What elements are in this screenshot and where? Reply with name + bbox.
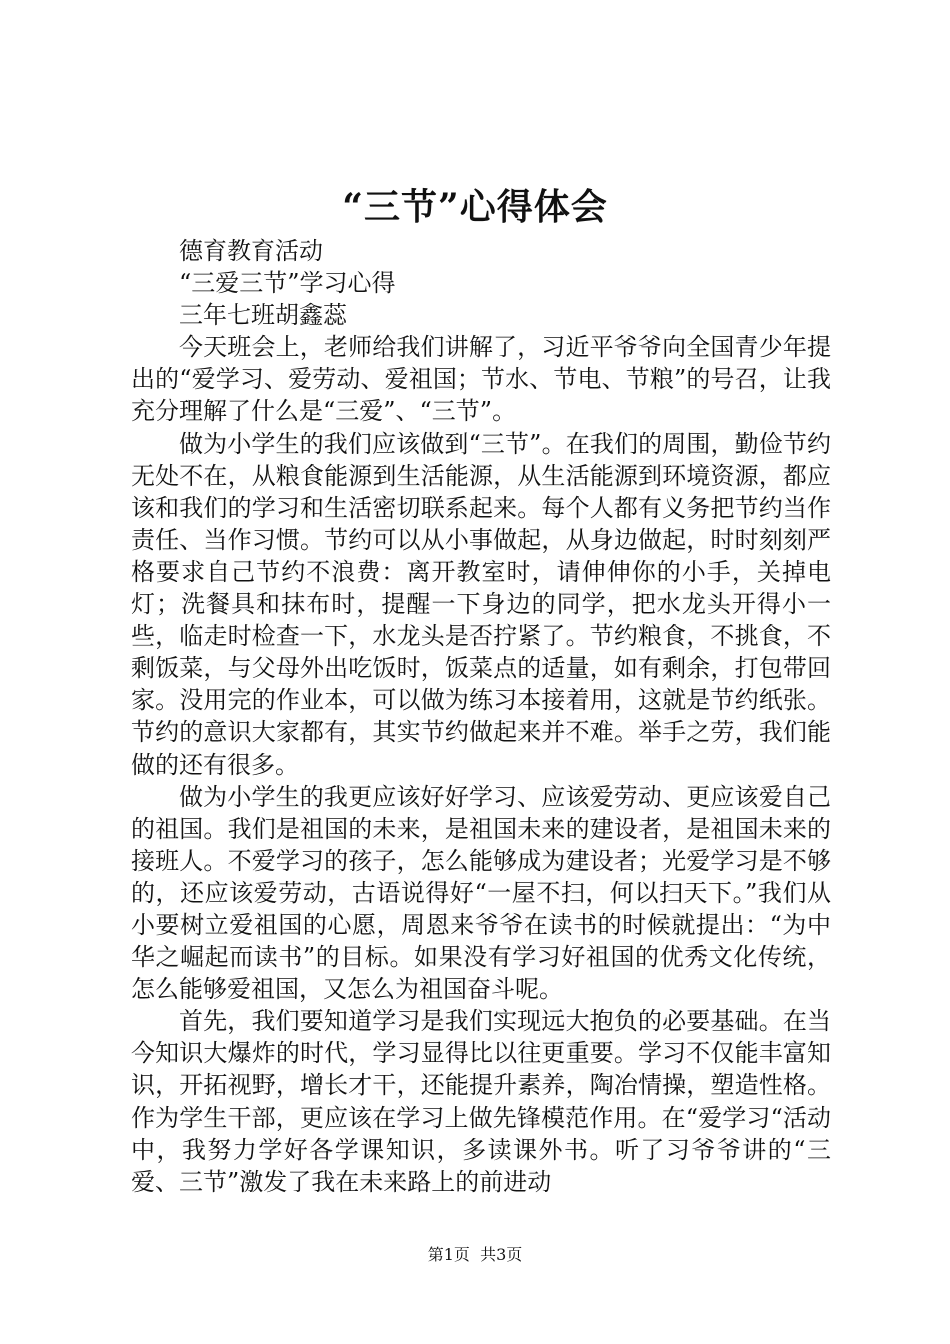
- paragraph-author: 三年七班胡鑫蕊: [179, 301, 347, 330]
- paragraph-subtitle: “三爱三节”学习心得: [179, 269, 396, 298]
- paragraph-patriotism: 做为小学生的我更应该好好学习、应该爱劳动、更应该爱自己的祖国。我们是祖国的未来，是祖国未来的建设者，是祖国未来的接班人。不爱学习的孩子，怎么能够成为建设者；光爱学习是不够的，还应该爱劳动，古语说得好“一屋不扫，何以扫天下。”我们从小要树立爱祖国的心愿，周恩来爷爷在读书的时候就提出：“为中华之崛起而读书”的目标。如果没有学习好祖国的优秀文化传统，怎么能够爱祖国，又怎么为祖国奋斗呢。: [131, 782, 831, 1004]
- page-total: 共3页: [480, 1245, 523, 1264]
- page-footer: [0, 1244, 950, 1266]
- paragraph-study: 首先，我们要知道学习是我们实现远大抱负的必要基础。在当今知识大爆炸的时代，学习显得比以往更重要。学习不仅能丰富知识，开拓视野，增长才干，还能提升素养，陶冶情操，塑造性格。作为学生干部，更应该在学习上做先锋模范作用。在“爱学习“活动中，我努力学好各学课知识，多读课外书。听了习爷爷讲的“三爱、三节”激发了我在未来路上的前进动: [131, 1007, 831, 1196]
- document-title: “三节”心得体会: [342, 186, 608, 228]
- paragraph-thrift: 做为小学生的我们应该做到“三节”。在我们的周围，勤俭节约无处不在，从粮食能源到生活能源，从生活能源到环境资源，都应该和我们的学习和生活密切联系起来。每个人都有义务把节约当作责任、当作习惯。节约可以从小事做起，从身边做起，时时刻刻严格要求自己节约不浪费：离开教室时，请伸伸你的小手，关掉电灯；洗餐具和抹布时，提醒一下身边的同学，把水龙头开得小一些，临走时检查一下，水龙头是否拧紧了。节约粮食，不挑食，不剩饭菜，与父母外出吃饭时，饭菜点的适量，如有剩余，打包带回家。没用完的作业本，可以做为练习本接着用，这就是节约纸张。节约的意识大家都有，其实节约做起来并不难。举手之劳，我们能做的还有很多。: [131, 429, 831, 779]
- document-body: [131, 235, 831, 1198]
- paragraph-intro: 今天班会上，老师给我们讲解了，习近平爷爷向全国青少年提出的“爱学习、爱劳动、爱祖国；节水、节电、节粮”的号召，让我充分理解了什么是“三爱”、“三节”。: [131, 333, 831, 426]
- page-number: 第1页: [427, 1245, 470, 1264]
- paragraph-activity: 德育教育活动: [179, 237, 323, 265]
